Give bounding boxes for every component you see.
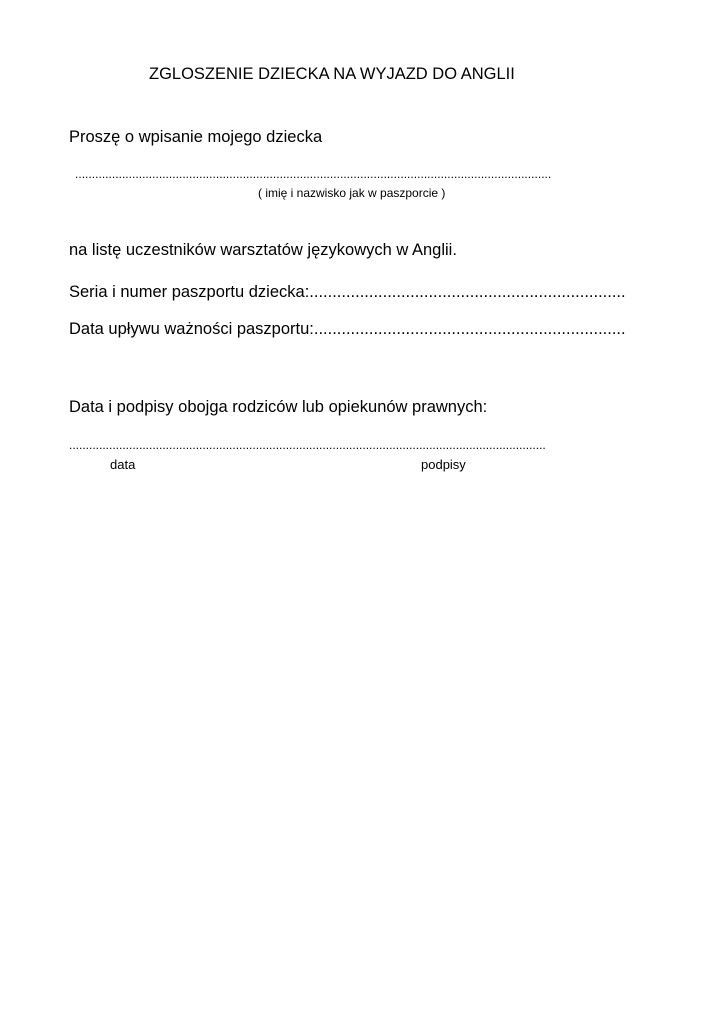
signature-field[interactable]: ............................................................................................................................................... [69, 438, 546, 452]
child-name-caption: ( imię i nazwisko jak w paszporcie ) [258, 186, 446, 200]
request-text: Proszę o wpisanie mojego dziecka [69, 128, 323, 146]
signature-heading: Data i podpisy obojga rodziców lub opiekunów prawnych: [69, 398, 488, 416]
participants-list-text: na listę uczestników warsztatów językowych w Anglii. [69, 241, 457, 259]
signature-date-caption: data [110, 457, 136, 472]
child-name-field[interactable]: .............................................................................................................................................. [75, 167, 552, 181]
signature-signatures-caption: podpisy [421, 457, 466, 472]
passport-expiry-field[interactable]: Data upływu ważności paszportu:.................................................................... [69, 320, 626, 338]
document-title: ZGLOSZENIE DZIECKA NA WYJAZD DO ANGLII [149, 65, 515, 83]
passport-number-field[interactable]: Seria i numer paszportu dziecka:..................................................................... [69, 283, 626, 301]
